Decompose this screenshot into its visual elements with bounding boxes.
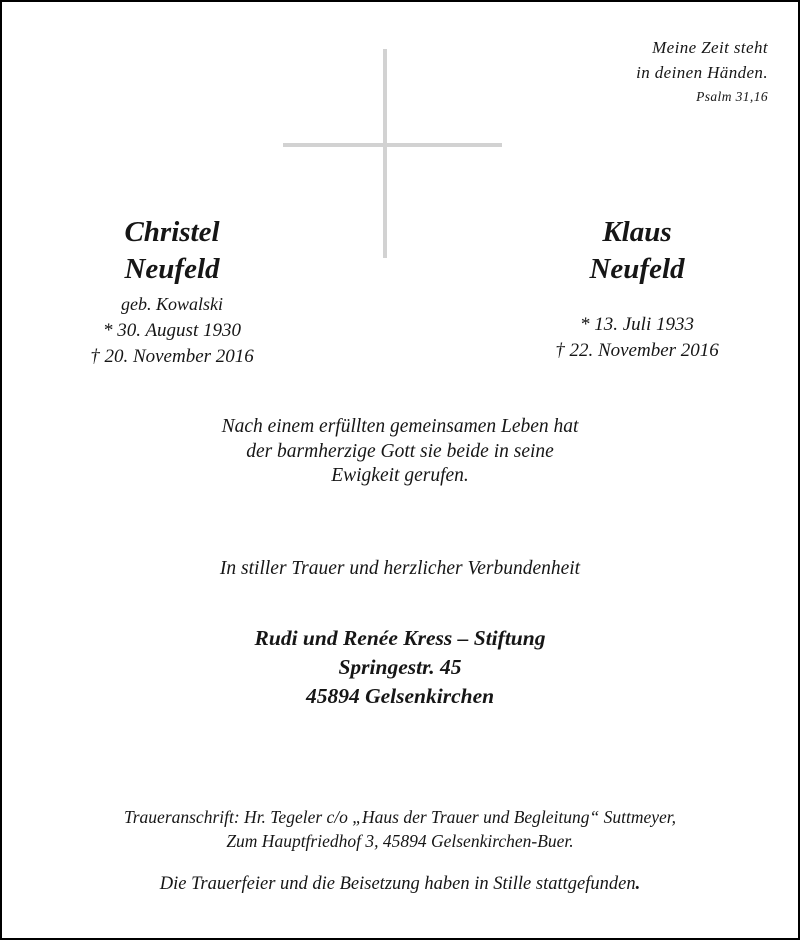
deceased-left-last-name: Neufeld — [124, 253, 220, 285]
mourners-city: 45894 Gelsenkirchen — [305, 684, 495, 708]
mourners-street: Springestr. 45 — [338, 655, 462, 679]
mourning-address-line-2: Zum Hauptfriedhof 3, 45894 Gelsenkirchen-Buer. — [226, 831, 574, 851]
funeral-notice-period: . — [635, 874, 641, 894]
verse-block — [636, 35, 768, 106]
deceased-right-last-name: Neufeld — [589, 253, 685, 285]
deceased-right-block — [497, 214, 777, 364]
memorial-message-line-3: Ewigkeit gerufen. — [331, 465, 469, 486]
verse-attribution: Psalm 31,16 — [696, 89, 768, 104]
memorial-message-line-1: Nach einem erfüllten gemeinsamen Leben hat — [221, 416, 579, 437]
mourners-block — [2, 624, 798, 711]
funeral-notice-line — [2, 874, 798, 895]
deceased-right-birth-date: * 13. Juli 1933 — [580, 314, 694, 335]
mourning-address-block — [2, 805, 798, 853]
verse-line-2: in deinen Händen. — [636, 63, 768, 82]
deceased-right-first-name: Klaus — [602, 216, 672, 248]
cross-icon-vertical-bar — [383, 49, 387, 258]
deceased-left-death-date: † 20. November 2016 — [90, 346, 254, 367]
deceased-right-death-date: † 22. November 2016 — [555, 340, 719, 361]
funeral-notice-text: Die Trauerfeier und die Beisetzung haben in Stille stattgefunden — [159, 874, 636, 894]
deceased-left-dates — [40, 318, 304, 370]
mourning-address-line-1: Traueranschrift: Hr. Tegeler c/o „Haus der Trauer und Begleitung“ Suttmeyer, — [123, 807, 677, 827]
deceased-left-birth-date: * 30. August 1930 — [103, 320, 241, 341]
memorial-message — [2, 415, 798, 489]
deceased-left-first-name: Christel — [124, 216, 220, 248]
mourners-name: Rudi und Renée Kress – Stiftung — [254, 626, 546, 650]
deceased-right-dates — [497, 312, 777, 364]
cross-icon-horizontal-bar — [283, 143, 502, 147]
verse-line-1: Meine Zeit steht — [652, 38, 768, 57]
deceased-left-block — [40, 214, 304, 370]
deceased-left-maiden-name: geb. Kowalski — [121, 294, 223, 314]
condolence-line: In stiller Trauer und herzlicher Verbundenheit — [219, 558, 581, 579]
memorial-message-line-2: der barmherzige Gott sie beide in seine — [246, 440, 554, 462]
